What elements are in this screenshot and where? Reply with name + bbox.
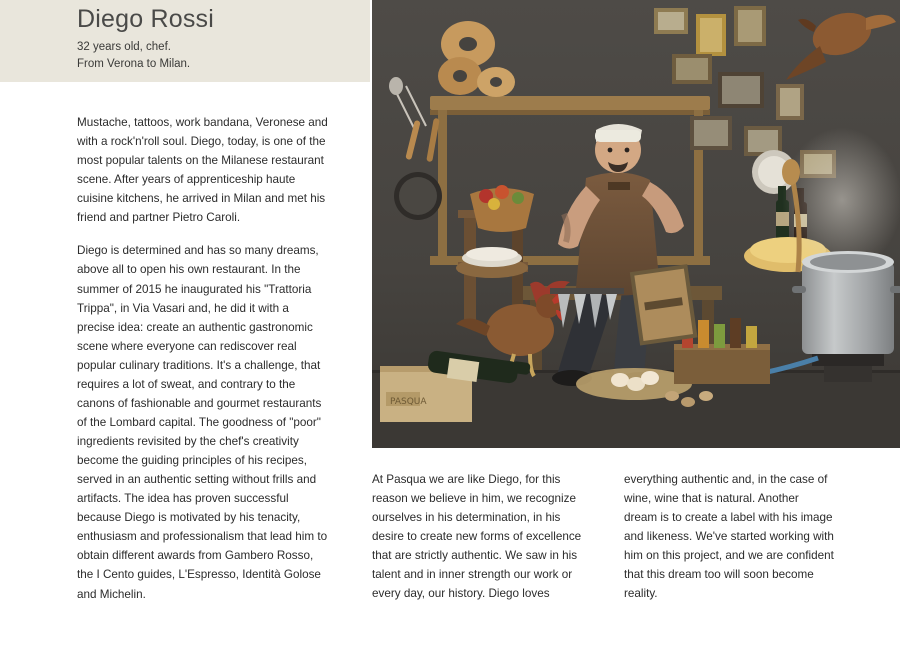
header-band: [0, 0, 370, 82]
svg-text:PASQUA: PASQUA: [390, 397, 427, 407]
body-paragraph-1: Mustache, tattoos, work bandana, Veronese and with a rock'n'roll soul. Diego, today, is one of the most popular talents on the Milanese restaurant scene. After years of apprenticeship haute cuisine kitchens, he arrived in Milan and met his friend and partner Pietro Caroli.: [77, 116, 328, 225]
left-body-column: [77, 113, 329, 604]
bottom-column-left: [372, 470, 582, 603]
chef-photograph: [372, 0, 900, 448]
body-paragraph-2: Diego is determined and has so many dreams, above all to open his own restaurant. In the summer of 2015 he inaugurated his "Trattoria Trippa", in Via Vasari and, he did it with a precise idea: create an authentic gastronomic scene where everyone can rediscover real popular culinary traditions. It's a challenge, that requires a lot of sweat, and contrary to the canons of fashionable and gourmet restaurants of the Lombard capital. The goodness of "poor" ingredients revisited by the chef's creativity become the guiding principles of his recipes, served in an authentic setting without frills and artifacts. The idea has proven successful because Diego is motivated by his tenacity, enthusiasm and professionalism that lead him to obtain different awards from Gambero Rosso, the I Cento guides, L'Espresso, Identità Golose and Michelin.: [77, 244, 328, 601]
bottom-paragraph-left: At Pasqua we are like Diego, for this reason we believe in him, we recognize ourselves in his determination, in his desire to create new forms of excellence that are strictly authentic. We saw in his talent and in inner strength our work or every day, our history. Diego loves: [372, 473, 582, 601]
bottom-paragraph-right: everything authentic and, in the case of wine, wine that is natural. Another dream is to create a label with his image and likeness. We've started working with him on this project, and we are confident that this dream too will soon become reality.: [624, 473, 834, 601]
header-text-block: [77, 5, 367, 74]
chef-origin: From Verona to Milan.: [77, 58, 191, 71]
chef-age-role: 32 years old, chef.: [77, 40, 171, 53]
bottom-column-right: [624, 470, 834, 603]
page-title: Diego Rossi: [77, 5, 214, 33]
